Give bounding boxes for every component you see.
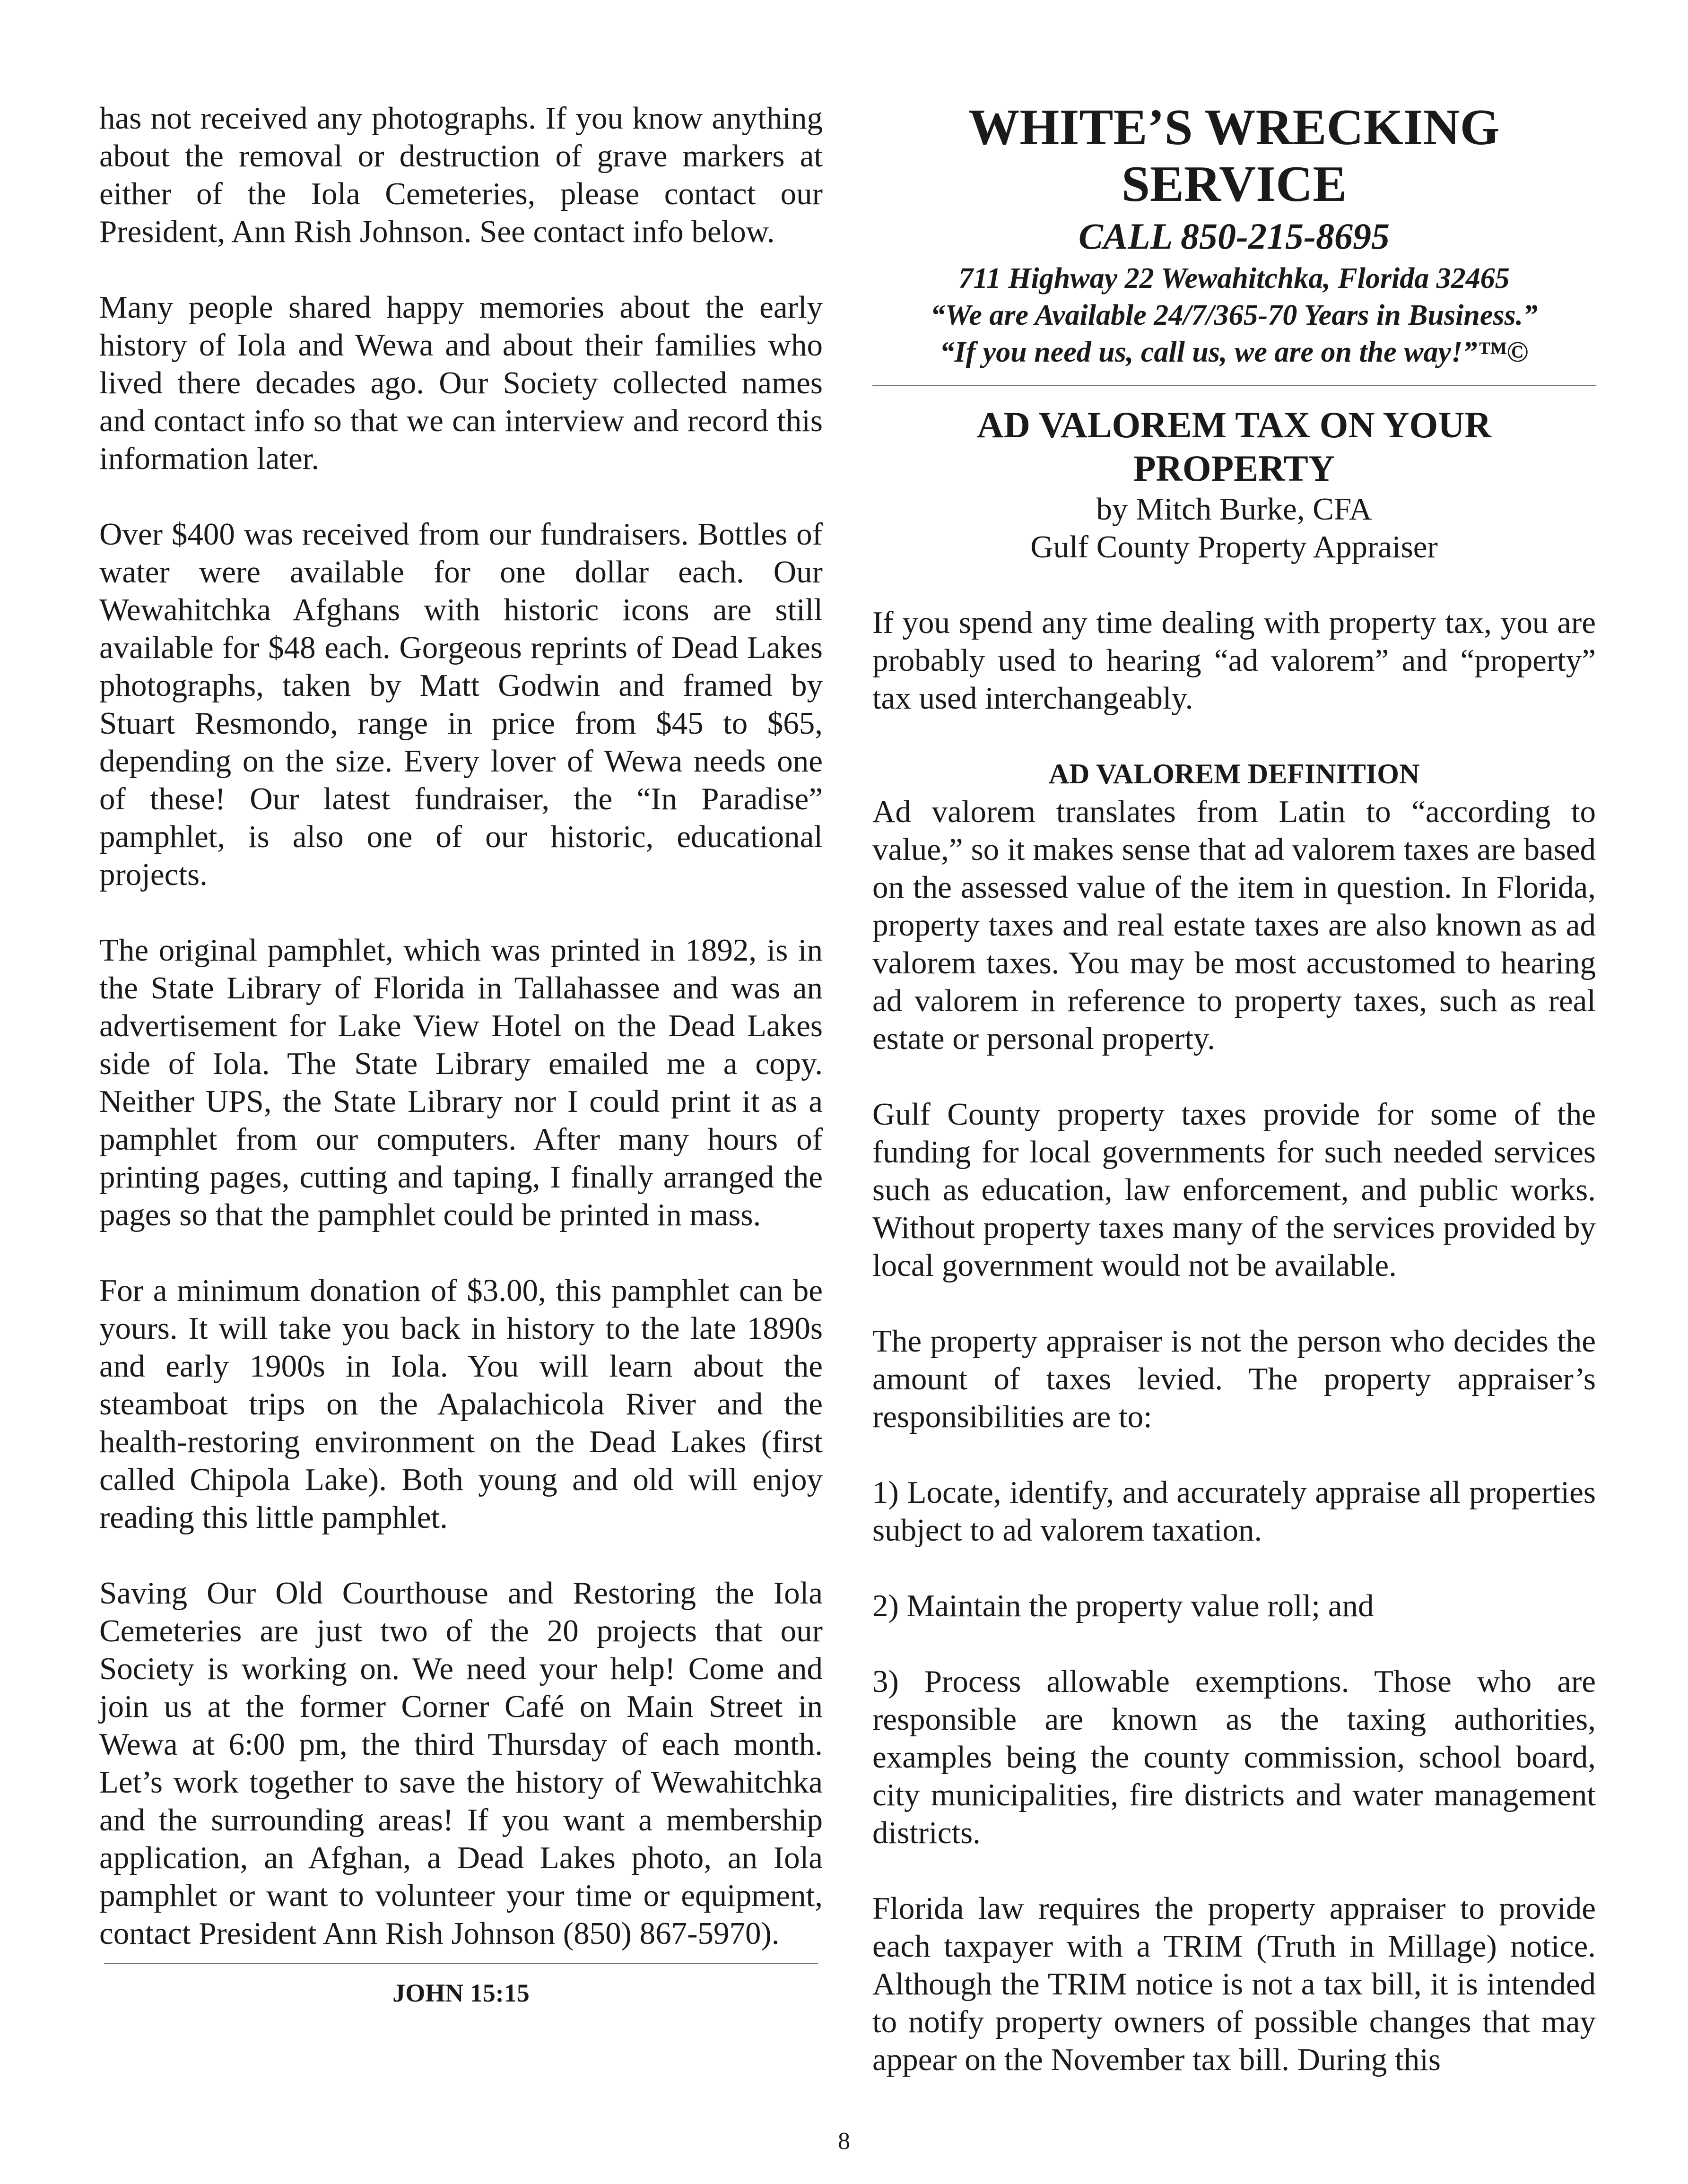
scripture-reference: JOHN 15:15 [392,1979,530,2007]
article-list-item-2: 2) Maintain the property value roll; and [872,1588,1374,1623]
advertisement-divider [872,385,1596,386]
article-title-line-2: PROPERTY [1133,448,1335,489]
article-list-item-3: 3) Process allowable exemptions. Those who are responsible are known as the taxing authorities, examples being the county commission, school board, city municipalities, fire districts and water management districts. [872,1664,1596,1850]
article-title-line-1: AD VALOREM TAX ON YOUR [977,404,1491,445]
ad-address: 711 Highway 22 Wewahitchka, Florida 32465 [958,262,1510,295]
article-paragraph-3: The property appraiser is not the person who decides the amount of taxes levied. The property appraiser’s responsibilities are to: [872,1324,1596,1434]
verse-divider [104,1963,818,1964]
ad-availability: “We are Available 24/7/365-70 Years in Business.” [930,299,1538,331]
page-number: 8 [838,2128,850,2155]
article-author-title: Gulf County Property Appraiser [1030,529,1438,564]
article-paragraph-4: Florida law requires the property appraiser to provide each taxpayer with a TRIM (Truth in Millage) notice. Although the TRIM notice is not a tax bill, it is intended to notify property owners of possible changes that may appear on the November tax bill. During this [872,1891,1596,2077]
article-byline: by Mitch Burke, CFA [1096,492,1372,527]
article-paragraph-1: Ad valorem translates from Latin to “according to value,” so it makes sense that ad valorem taxes are based on the assessed value of the item in question. In Florida, property taxes and real estate taxes are also known as ad valorem taxes. You may be most accustomed to hearing ad valorem in reference to property taxes, such as real estate or personal property. [872,794,1596,1056]
ad-slogan: “If you need us, call us, we are on the way!”™© [940,336,1529,368]
left-paragraph-3: Over $400 was received from our fundraisers. Bottles of water were available for one dollar each. Our Wewahitchka Afghans with historic icons are still available for $48 each. Gorgeous reprints of Dead Lakes photographs, taken by Matt Godwin and framed by Stuart Resmondo, range in price from $45 to $65, depending on the size. Every lover of Wewa needs one of these! Our latest fundraiser, the “In Paradise” pamphlet, is also one of our historic, educational projects. [99,517,823,892]
left-paragraph-5: For a minimum donation of $3.00, this pamphlet can be yours. It will take you back in history to the late 1890s and early 1900s in Iola. You will learn about the steamboat trips on the Apalachicola River and the health-restoring environment on the Dead Lakes (first called Chipola Lake). Both young and old will enjoy reading this little pamphlet. [99,1273,823,1535]
left-paragraph-1: has not received any photographs. If you know anything about the removal or destruction of grave markers at either of the Iola Cemeteries, please contact our President, Ann Rish Johnson. See contact info below. [99,101,823,249]
ad-business-name-line-1: WHITE’S WRECKING [968,99,1500,156]
left-paragraph-2: Many people shared happy memories about the early history of Iola and Wewa and about their families who lived there decades ago. Our Society collected names and contact info so that we can interview and record this information later. [99,290,823,476]
article-list-item-1: 1) Locate, identify, and accurately appraise all properties subject to ad valorem taxation. [872,1475,1596,1548]
article-intro: If you spend any time dealing with property tax, you are probably used to hearing “ad valorem” and “property” tax used interchangeably. [872,605,1596,716]
left-column [99,99,823,2010]
left-paragraph-6: Saving Our Old Courthouse and Restoring the Iola Cemeteries are just two of the 20 projects that our Society is working on. We need your help! Come and join us at the former Corner Café on Main Street in Wewa at 6:00 pm, the third Thursday of each month. Let’s work together to save the history of Wewahitchka and the surrounding areas! If you want a membership application, an Afghan, a Dead Lakes photo, an Iola pamphlet or want to volunteer your time or equipment, contact President Ann Rish Johnson (850) 867-5970). [99,1576,823,1951]
ad-phone: CALL 850-215-8695 [1079,216,1390,257]
wrecking-service-advertisement [872,99,1596,371]
left-paragraph-4: The original pamphlet, which was printed in 1892, is in the State Library of Florida in Tallahassee and was an advertisement for Lake View Hotel on the Dead Lakes side of Iola. The State Library emailed me a copy. Neither UPS, the State Library nor I could print it as a pamphlet from our computers. After many hours of printing pages, cutting and taping, I finally arranged the pages so that the pamphlet could be printed in mass. [99,933,823,1232]
right-column [872,99,1596,2079]
ad-business-name-line-2: SERVICE [1121,156,1347,212]
article-subheading: AD VALOREM DEFINITION [1048,758,1420,789]
article-paragraph-2: Gulf County property taxes provide for some of the funding for local governments for such needed services such as education, law enforcement, and public works. Without property taxes many of the services provided by local government would not be available. [872,1097,1596,1283]
